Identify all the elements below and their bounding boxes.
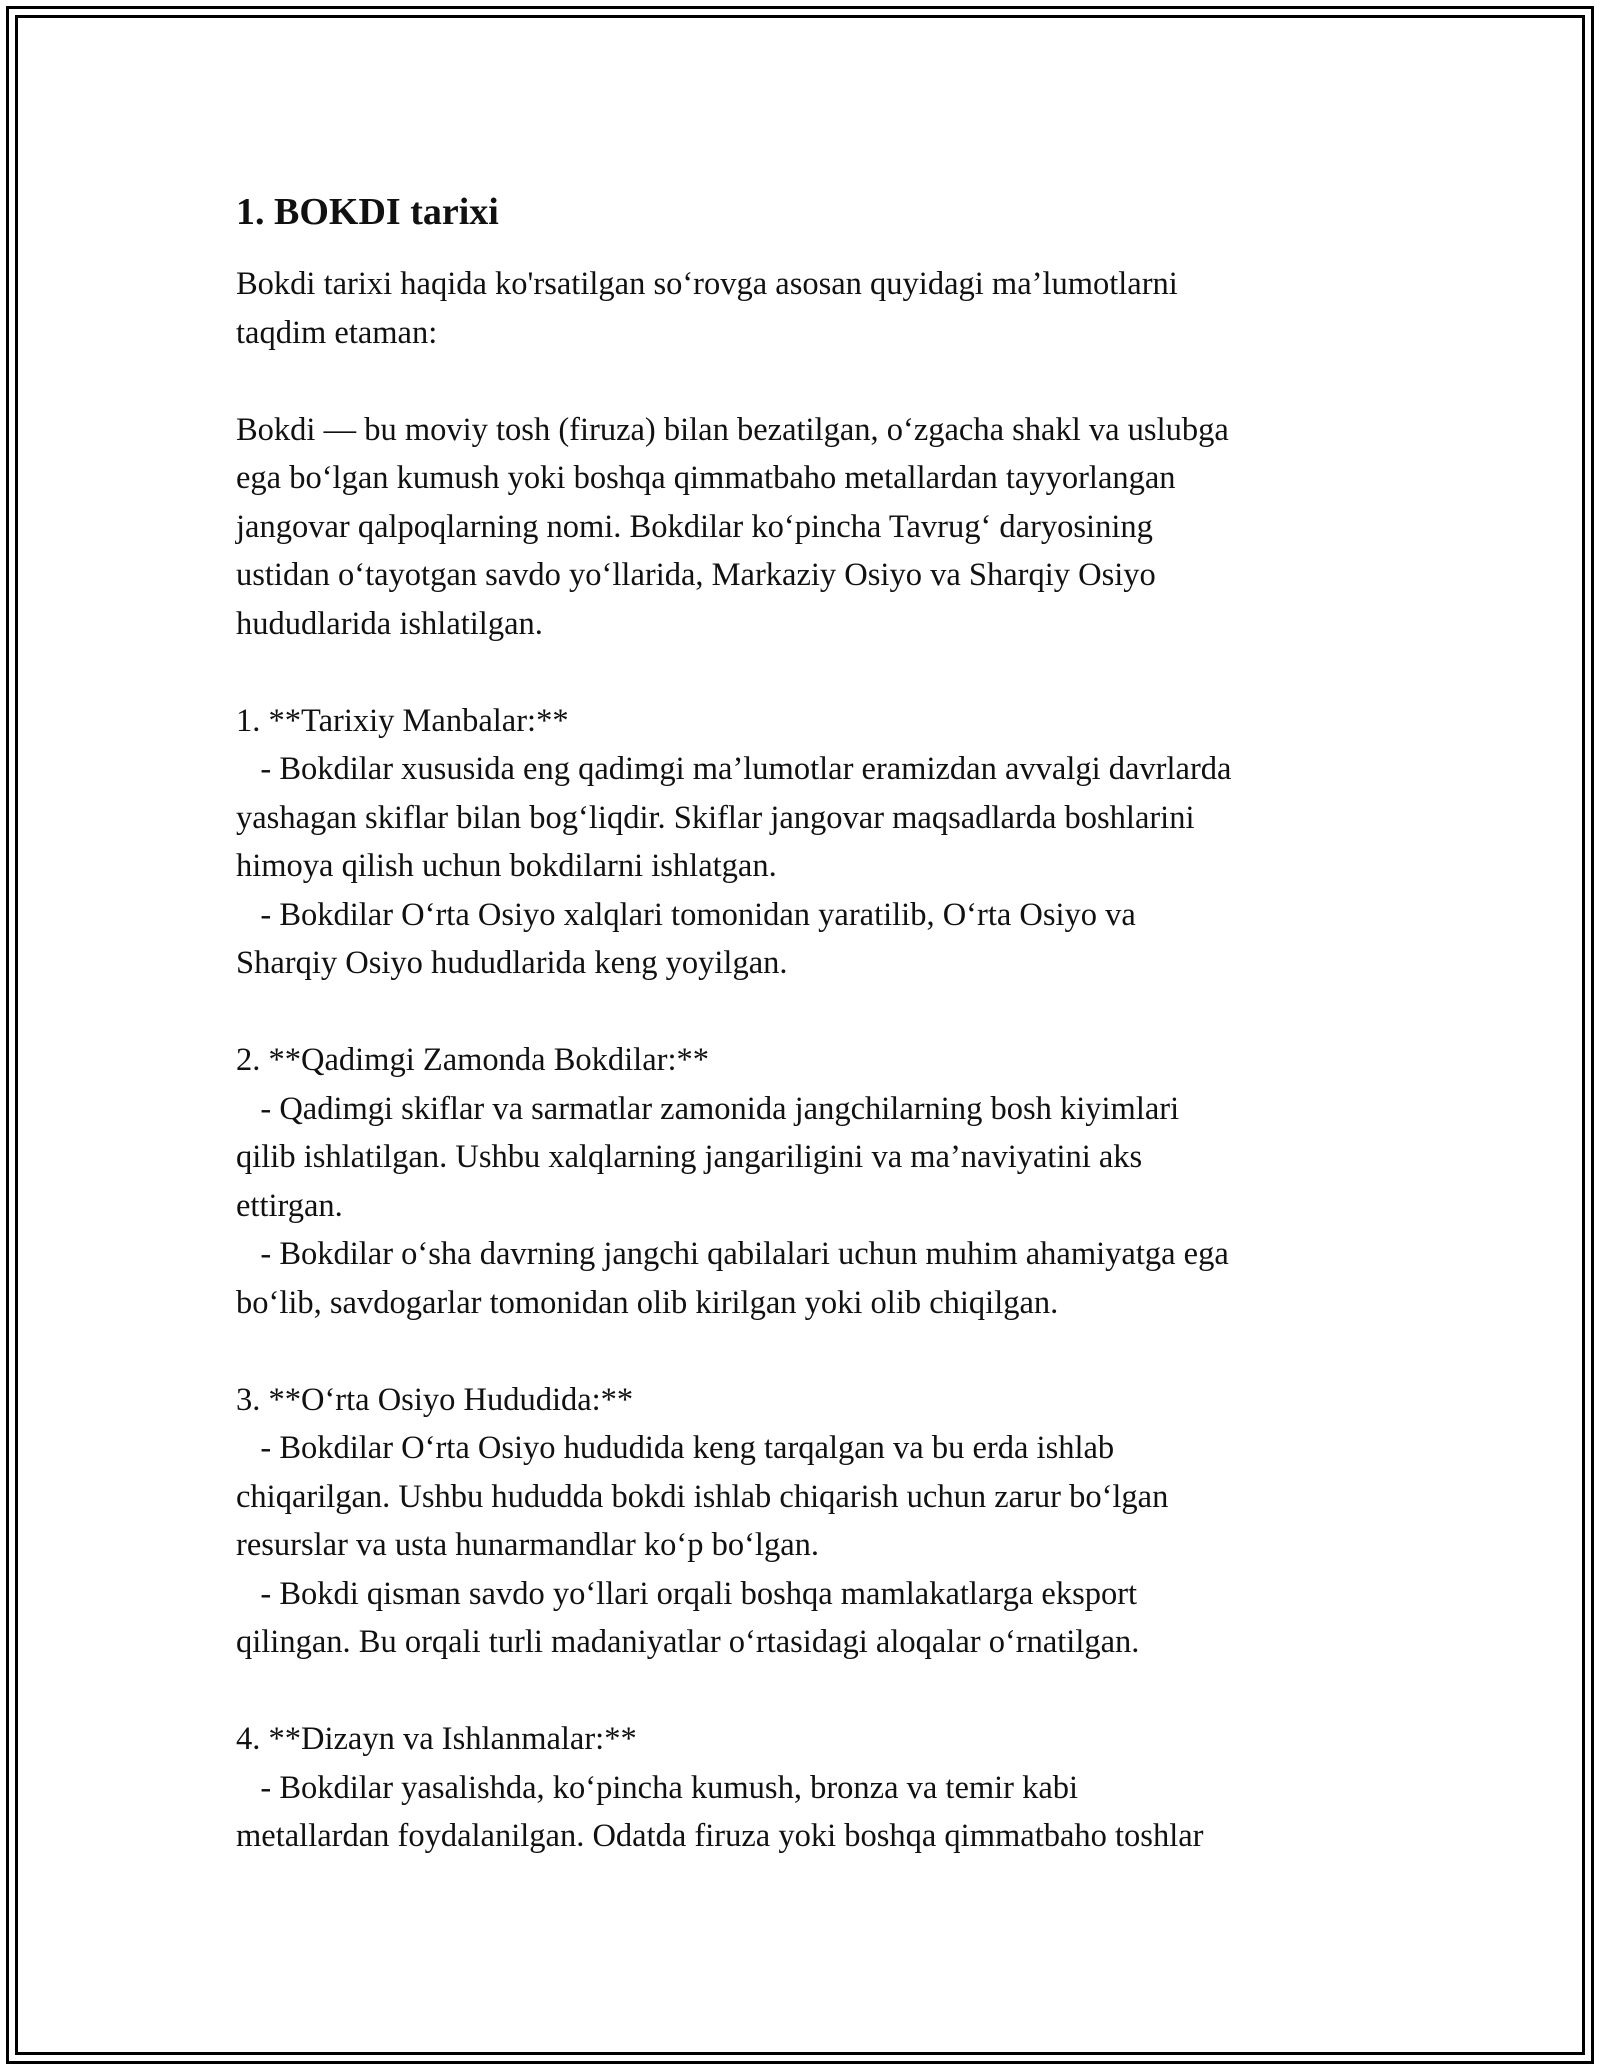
intro-paragraph: Bokdi tarixi haqida ko'rsatilgan so‘rovga asosan quyidagi ma’lumotlarni taqdim etaman: — [236, 266, 1178, 351]
bullet-item: - Bokdilar yasalishda, ko‘pincha kumush, bronza va temir kabi metallardan foydalanilgan. Odatda firuza yoki boshqa qimmatbaho toshlar — [236, 1769, 1204, 1854]
section-orta-osiyo — [236, 1376, 1376, 1667]
section-heading: 4. **Dizayn va Ishlanmalar:** — [236, 1721, 637, 1757]
bullet-item: - Bokdilar xususida eng qadimgi ma’lumotlar eramizdan avvalgi davrlarda yashagan skiflar bilan bog‘liqdir. Skiflar jangovar maqsadlarda boshlarini himoya qilish uchun bokdilarni ishlatgan. — [236, 751, 1232, 884]
bullet-item: - Bokdi qisman savdo yo‘llari orqali boshqa mamlakatlarga eksport qilingan. Bu orqali turli madaniyatlar o‘rtasidagi aloqalar o‘rnatilgan. — [236, 1575, 1140, 1660]
paragraph-gap — [236, 357, 1376, 406]
bullet-item: - Bokdilar O‘rta Osiyo hududida keng tarqalgan va bu erda ishlab chiqarilgan. Ushbu hududda bokdi ishlab chiqarish uchun zarur bo‘lgan resurslar va usta hunarmandlar ko‘p bo‘lgan. — [236, 1430, 1169, 1563]
section-tarixiy-manbalar — [236, 697, 1376, 988]
paragraph-gap — [236, 1667, 1376, 1716]
document-content — [236, 188, 1376, 1861]
paragraph-gap — [236, 1327, 1376, 1376]
paragraph-gap — [236, 648, 1376, 697]
paragraph-gap — [236, 988, 1376, 1037]
bullet-item: - Qadimgi skiflar va sarmatlar zamonida jangchilarning bosh kiyimlari qilib ishlatilgan. Ushbu xalqlarning jangariligini va ma’naviyatini aks ettirgan. — [236, 1090, 1180, 1224]
section-dizayn — [236, 1715, 1376, 1861]
section-heading: 2. **Qadimgi Zamonda Bokdilar:** — [236, 1042, 709, 1078]
definition-paragraph: Bokdi — bu moviy tosh (firuza) bilan bezatilgan, o‘zgacha shakl va uslubga ega bo‘lgan kumush yoki boshqa qimmatbaho metallardan tayyorlangan jangovar qalpoqlarning nomi. Bokdilar ko‘pincha Tavrug‘ daryosining ustidan o‘tayotgan savdo yo‘llarida, Markaziy Osiyo va Sharqiy Osiyo hududlarida ishlatilgan. — [236, 411, 1229, 642]
bullet-item: - Bokdilar O‘rta Osiyo xalqlari tomonidan yaratilib, O‘rta Osiyo va Sharqiy Osiyo hududlarida keng yoyilgan. — [236, 896, 1136, 981]
document-title: 1. BOKDI tarixi — [236, 191, 499, 233]
section-qadimgi-zamonda — [236, 1036, 1376, 1327]
document-body — [236, 260, 1376, 1861]
section-heading: 3. **O‘rta Osiyo Hududida:** — [236, 1381, 634, 1418]
section-heading: 1. **Tarixiy Manbalar:** — [236, 702, 569, 739]
bullet-item: - Bokdilar o‘sha davrning jangchi qabilalari uchun muhim ahamiyatga ega bo‘lib, savdogarlar tomonidan olib kirilgan yoki olib chiqilgan. — [236, 1236, 1229, 1321]
